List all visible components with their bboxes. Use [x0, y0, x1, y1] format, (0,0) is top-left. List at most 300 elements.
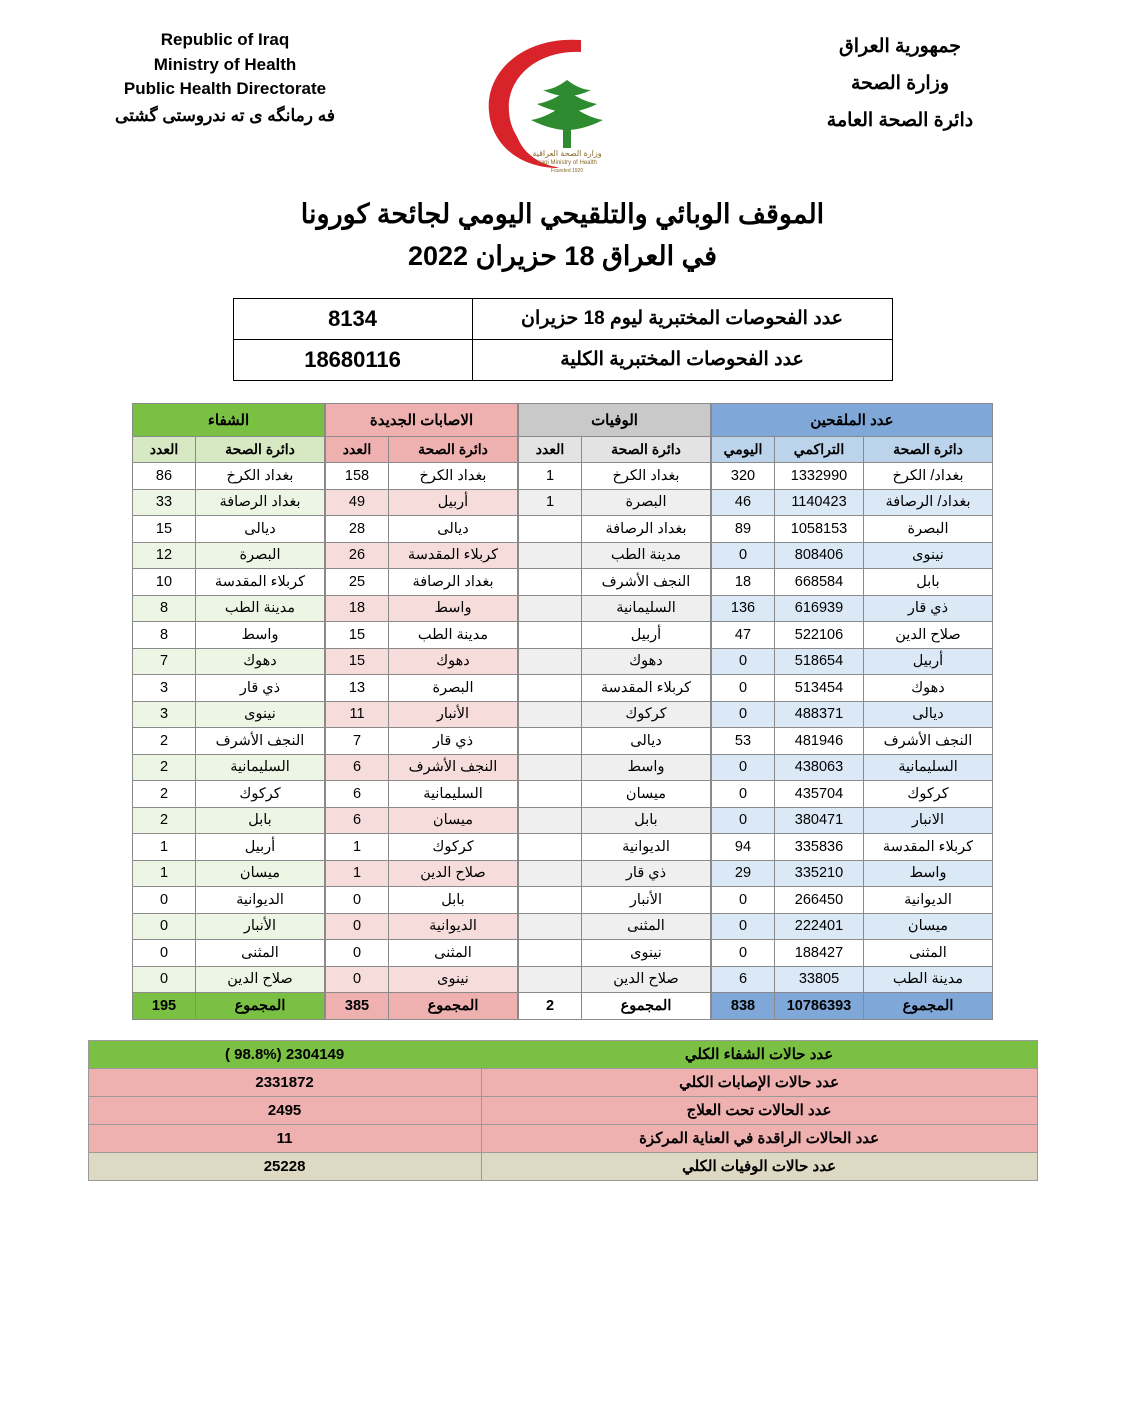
- daily-tests-label: عدد الفحوصات المختبرية ليوم 18 حزيران: [472, 298, 892, 339]
- recovered-row-count: 0: [133, 940, 196, 967]
- recovered-row-count: 0: [133, 887, 196, 914]
- vaccinated-row-cumulative: 1058153: [775, 516, 864, 543]
- table-row: [133, 542, 325, 569]
- summary-label: عدد حالات الإصابات الكلي: [481, 1068, 1037, 1096]
- table-row: [712, 675, 993, 702]
- vaccinated-row-cumulative: 438063: [775, 754, 864, 781]
- table-row: [712, 595, 993, 622]
- recovered-row-name: صلاح الدين: [196, 966, 325, 993]
- new-cases-block: [325, 403, 518, 1020]
- vaccinated-row-name: الانبار: [864, 807, 993, 834]
- vaccinated-row-cumulative: 266450: [775, 887, 864, 914]
- recovered-row-count: 0: [133, 913, 196, 940]
- table-row: [326, 728, 518, 755]
- deaths-row-count: [519, 781, 582, 808]
- recovered-row-name: نينوى: [196, 701, 325, 728]
- vaccinated-row-daily: 0: [712, 807, 775, 834]
- recovered-row-count: 1: [133, 834, 196, 861]
- vaccinated-row-cumulative: 481946: [775, 728, 864, 755]
- new_cases-row-count: 6: [326, 754, 389, 781]
- deaths-row-count: [519, 569, 582, 596]
- header-english-block: [60, 28, 390, 129]
- table-row: [133, 940, 325, 967]
- table-total-row: [133, 993, 325, 1020]
- vaccinated-row-cumulative: 1332990: [775, 463, 864, 490]
- table-row: [519, 860, 711, 887]
- vaccinated-total-daily: 838: [712, 993, 775, 1020]
- new_cases-row-name: النجف الأشرف: [389, 754, 518, 781]
- summary-row: [88, 1124, 1037, 1152]
- vaccinated-row-cumulative: 435704: [775, 781, 864, 808]
- table-row: [712, 754, 993, 781]
- vaccinated-row-cumulative: 33805: [775, 966, 864, 993]
- vaccinated-total-cumulative: 10786393: [775, 993, 864, 1020]
- summary-label: عدد الحالات تحت العلاج: [481, 1096, 1037, 1124]
- recovered-row-name: كربلاء المقدسة: [196, 569, 325, 596]
- new_cases-row-count: 6: [326, 807, 389, 834]
- table-row: [712, 834, 993, 861]
- table-row: [326, 595, 518, 622]
- table-row: [519, 940, 711, 967]
- vaccinated-row-name: دهوك: [864, 675, 993, 702]
- table-row: [326, 913, 518, 940]
- table-row: [326, 860, 518, 887]
- table-row: [712, 940, 993, 967]
- recovered-row-count: 8: [133, 622, 196, 649]
- table-row: [326, 887, 518, 914]
- total-tests-label: عدد الفحوصات المختبرية الكلية: [472, 339, 892, 380]
- vaccinated-row-cumulative: 188427: [775, 940, 864, 967]
- deaths-total-count: 2: [519, 993, 582, 1020]
- table-row: [712, 807, 993, 834]
- new_cases-row-name: نينوى: [389, 966, 518, 993]
- deaths-row-count: [519, 754, 582, 781]
- table-row: [712, 728, 993, 755]
- deaths-row-count: [519, 834, 582, 861]
- new_cases-row-name: كربلاء المقدسة: [389, 542, 518, 569]
- deaths-row-name: النجف الأشرف: [582, 569, 711, 596]
- vaccinated-row-daily: 320: [712, 463, 775, 490]
- table-row: [133, 463, 325, 490]
- lab-tests-table-wrapper: [0, 298, 1125, 381]
- deaths-row-name: نينوى: [582, 940, 711, 967]
- table-row: [326, 542, 518, 569]
- summary-table: [88, 1040, 1038, 1181]
- recovered-header-name: دائرة الصحة: [196, 436, 325, 463]
- header-arabic-line-1: جمهورية العراق: [839, 36, 961, 57]
- header-arabic-line-3: دائرة الصحة العامة: [826, 110, 974, 132]
- new_cases-row-count: 49: [326, 489, 389, 516]
- vaccinated-row-daily: 0: [712, 913, 775, 940]
- new_cases-row-count: 18: [326, 595, 389, 622]
- deaths-row-name: بغداد الرصافة: [582, 516, 711, 543]
- recovered-row-name: كركوك: [196, 781, 325, 808]
- deaths-row-count: [519, 887, 582, 914]
- vaccinated-row-name: ديالى: [864, 701, 993, 728]
- vaccinated-row-cumulative: 1140423: [775, 489, 864, 516]
- recovered-row-name: النجف الأشرف: [196, 728, 325, 755]
- table-row: [326, 966, 518, 993]
- table-row: [326, 940, 518, 967]
- table-row: [519, 701, 711, 728]
- summary-label: عدد حالات الوفيات الكلي: [481, 1152, 1037, 1180]
- recovered-row-name: مدينة الطب: [196, 595, 325, 622]
- table-row: [326, 675, 518, 702]
- document-header: [0, 0, 1125, 174]
- recovered-total-count: 195: [133, 993, 196, 1020]
- summary-row: [88, 1152, 1037, 1180]
- recovered-row-name: ميسان: [196, 860, 325, 887]
- table-row: [712, 648, 993, 675]
- table-row: [133, 648, 325, 675]
- new_cases-total-label: المجموع: [389, 993, 518, 1020]
- vaccinated-row-cumulative: 616939: [775, 595, 864, 622]
- deaths-row-name: ميسان: [582, 781, 711, 808]
- table-row: [133, 860, 325, 887]
- table-row: [519, 569, 711, 596]
- table-row: [712, 966, 993, 993]
- new_cases-row-count: 15: [326, 648, 389, 675]
- table-total-row: [326, 993, 518, 1020]
- recovered-row-count: 33: [133, 489, 196, 516]
- recovered-row-name: الأنبار: [196, 913, 325, 940]
- deaths-row-count: [519, 516, 582, 543]
- table-row: [712, 516, 993, 543]
- new_cases-row-count: 11: [326, 701, 389, 728]
- new_cases-row-name: المثنى: [389, 940, 518, 967]
- new_cases-row-name: ميسان: [389, 807, 518, 834]
- vaccinated-row-daily: 94: [712, 834, 775, 861]
- table-row: [326, 463, 518, 490]
- new_cases-row-count: 15: [326, 622, 389, 649]
- new_cases-row-count: 0: [326, 887, 389, 914]
- table-total-row: [712, 993, 993, 1020]
- vaccinated-row-name: كربلاء المقدسة: [864, 834, 993, 861]
- table-row: [712, 701, 993, 728]
- vaccinated-header-daily: اليومي: [712, 436, 775, 463]
- new_cases-row-name: بغداد الكرخ: [389, 463, 518, 490]
- deaths-row-name: صلاح الدين: [582, 966, 711, 993]
- table-row: [712, 489, 993, 516]
- table-row: [133, 834, 325, 861]
- deaths-header-count: العدد: [519, 436, 582, 463]
- recovered-row-name: بابل: [196, 807, 325, 834]
- summary-row: [88, 1040, 1037, 1068]
- recovered-row-name: ذي قار: [196, 675, 325, 702]
- deaths-row-name: كركوك: [582, 701, 711, 728]
- deaths-row-name: كربلاء المقدسة: [582, 675, 711, 702]
- summary-value: 25228: [88, 1152, 481, 1180]
- deaths-row-count: 1: [519, 489, 582, 516]
- vaccinated-row-name: بابل: [864, 569, 993, 596]
- table-row: [519, 807, 711, 834]
- header-english-line-3: Public Health Directorate: [123, 79, 327, 99]
- vaccinated-row-name: واسط: [864, 860, 993, 887]
- vaccinated-header-name: دائرة الصحة: [864, 436, 993, 463]
- recovered-row-name: دهوك: [196, 648, 325, 675]
- vaccinated-row-cumulative: 380471: [775, 807, 864, 834]
- header-kurdish-line: فه رمانگه ى ته ندروستى گشتى: [115, 105, 335, 125]
- recovered-row-count: 2: [133, 728, 196, 755]
- deaths-row-count: [519, 860, 582, 887]
- vaccinated-row-cumulative: 522106: [775, 622, 864, 649]
- table-row: [133, 754, 325, 781]
- new_cases-row-count: 0: [326, 966, 389, 993]
- recovered-row-count: 15: [133, 516, 196, 543]
- main-statistics-tables: [0, 403, 1125, 1020]
- deaths-row-name: بابل: [582, 807, 711, 834]
- deaths-row-name: مدينة الطب: [582, 542, 711, 569]
- deaths-row-count: [519, 728, 582, 755]
- vaccinated-row-name: صلاح الدين: [864, 622, 993, 649]
- table-row: [133, 966, 325, 993]
- table-row: [133, 913, 325, 940]
- table-row: [133, 728, 325, 755]
- table-row: [133, 701, 325, 728]
- recovered-row-count: 2: [133, 754, 196, 781]
- recovered-row-count: 8: [133, 595, 196, 622]
- table-row: [712, 860, 993, 887]
- vaccinated-row-daily: 89: [712, 516, 775, 543]
- table-row: [712, 463, 993, 490]
- table-row: [133, 781, 325, 808]
- recovered-group-title: الشفاء: [133, 403, 325, 436]
- table-row: [133, 595, 325, 622]
- summary-row: [88, 1068, 1037, 1096]
- table-row: [519, 675, 711, 702]
- new_cases-row-count: 1: [326, 860, 389, 887]
- new_cases-total-count: 385: [326, 993, 389, 1020]
- summary-value: 2331872: [88, 1068, 481, 1096]
- vaccinated-row-name: بغداد/ الكرخ: [864, 463, 993, 490]
- table-row: [133, 569, 325, 596]
- table-row: [133, 675, 325, 702]
- header-arabic-line-2: وزارة الصحة: [850, 73, 950, 95]
- vaccinated-row-daily: 0: [712, 754, 775, 781]
- recovered-row-count: 2: [133, 807, 196, 834]
- table-row: [519, 516, 711, 543]
- recovered-row-count: 3: [133, 701, 196, 728]
- title-line-2: في العراق 18 حزيران 2022: [408, 240, 717, 271]
- deaths-row-name: ديالى: [582, 728, 711, 755]
- vaccinated-row-daily: 0: [712, 887, 775, 914]
- svg-text:Founded 1920: Founded 1920: [550, 168, 583, 174]
- recovered-total-label: المجموع: [196, 993, 325, 1020]
- new-cases-group-title: الاصابات الجديدة: [326, 403, 518, 436]
- summary-value: 2304149 (98.8% ): [88, 1040, 481, 1068]
- total-tests-value: 18680116: [233, 339, 472, 380]
- table-row: [712, 913, 993, 940]
- table-row: [519, 913, 711, 940]
- vaccinated-row-name: البصرة: [864, 516, 993, 543]
- deaths-row-name: الأنبار: [582, 887, 711, 914]
- vaccinated-row-cumulative: 518654: [775, 648, 864, 675]
- deaths-row-count: [519, 675, 582, 702]
- table-row: [133, 887, 325, 914]
- recovered-row-count: 7: [133, 648, 196, 675]
- table-row: [326, 754, 518, 781]
- new_cases-row-count: 7: [326, 728, 389, 755]
- vaccinated-row-daily: 29: [712, 860, 775, 887]
- recovered-header-count: العدد: [133, 436, 196, 463]
- table-row: [326, 648, 518, 675]
- deaths-row-count: [519, 622, 582, 649]
- vaccinated-row-daily: 6: [712, 966, 775, 993]
- deaths-row-name: ذي قار: [582, 860, 711, 887]
- vaccinated-total-name: المجموع: [864, 993, 993, 1020]
- new_cases-row-name: الأنبار: [389, 701, 518, 728]
- table-row: [326, 781, 518, 808]
- vaccinated-block: [711, 403, 993, 1020]
- deaths-row-count: [519, 701, 582, 728]
- recovered-row-name: أربيل: [196, 834, 325, 861]
- recovered-row-count: 0: [133, 966, 196, 993]
- new_cases-row-count: 6: [326, 781, 389, 808]
- svg-text:وزارة الصحة العراقية: وزارة الصحة العراقية: [531, 149, 602, 158]
- vaccinated-row-cumulative: 488371: [775, 701, 864, 728]
- deaths-table: [518, 403, 711, 1020]
- vaccinated-row-name: كركوك: [864, 781, 993, 808]
- recovered-row-name: المثنى: [196, 940, 325, 967]
- recovered-block: [132, 403, 325, 1020]
- new_cases-row-name: بغداد الرصافة: [389, 569, 518, 596]
- new_cases-row-count: 28: [326, 516, 389, 543]
- lab-tests-table: [233, 298, 893, 381]
- new_cases-row-name: بابل: [389, 887, 518, 914]
- table-row: [326, 516, 518, 543]
- recovered-row-name: ديالى: [196, 516, 325, 543]
- recovered-row-count: 1: [133, 860, 196, 887]
- table-row: [326, 701, 518, 728]
- new_cases-row-count: 158: [326, 463, 389, 490]
- table-row: [712, 569, 993, 596]
- vaccinated-table: [711, 403, 993, 1020]
- page-footer-space: [0, 1181, 1125, 1311]
- table-row: [133, 516, 325, 543]
- deaths-row-count: [519, 940, 582, 967]
- vaccinated-row-daily: 0: [712, 701, 775, 728]
- table-row: [519, 754, 711, 781]
- new_cases-row-name: كركوك: [389, 834, 518, 861]
- table-row: [519, 728, 711, 755]
- recovered-row-count: 12: [133, 542, 196, 569]
- recovered-row-name: بغداد الرصافة: [196, 489, 325, 516]
- vaccinated-row-name: السليمانية: [864, 754, 993, 781]
- new_cases-row-count: 25: [326, 569, 389, 596]
- new-cases-header-count: العدد: [326, 436, 389, 463]
- deaths-header-name: دائرة الصحة: [582, 436, 711, 463]
- new_cases-row-name: دهوك: [389, 648, 518, 675]
- deaths-row-count: [519, 913, 582, 940]
- svg-text:Iraqi Ministry of Health: Iraqi Ministry of Health: [536, 160, 597, 166]
- summary-label: عدد حالات الشفاء الكلي: [481, 1040, 1037, 1068]
- vaccinated-row-name: أربيل: [864, 648, 993, 675]
- table-row: [519, 887, 711, 914]
- vaccinated-row-cumulative: 335210: [775, 860, 864, 887]
- logo-graphic: [463, 28, 663, 178]
- vaccinated-header-cumulative: التراكمي: [775, 436, 864, 463]
- deaths-row-name: البصرة: [582, 489, 711, 516]
- recovered-row-name: بغداد الكرخ: [196, 463, 325, 490]
- vaccinated-row-cumulative: 668584: [775, 569, 864, 596]
- vaccinated-row-daily: 0: [712, 781, 775, 808]
- recovered-row-name: البصرة: [196, 542, 325, 569]
- deaths-row-count: [519, 595, 582, 622]
- vaccinated-row-name: ميسان: [864, 913, 993, 940]
- deaths-row-count: 1: [519, 463, 582, 490]
- daily-tests-value: 8134: [233, 298, 472, 339]
- table-row: [133, 622, 325, 649]
- vaccinated-row-cumulative: 808406: [775, 542, 864, 569]
- new-cases-header-name: دائرة الصحة: [389, 436, 518, 463]
- deaths-row-count: [519, 542, 582, 569]
- vaccinated-row-name: النجف الأشرف: [864, 728, 993, 755]
- table-row: [712, 542, 993, 569]
- table-row: [519, 595, 711, 622]
- table-row: [519, 542, 711, 569]
- deaths-row-count: [519, 807, 582, 834]
- vaccinated-group-title: عدد الملقحين: [712, 403, 993, 436]
- recovered-row-name: واسط: [196, 622, 325, 649]
- table-row: [326, 834, 518, 861]
- new_cases-row-name: واسط: [389, 595, 518, 622]
- new_cases-row-name: مدينة الطب: [389, 622, 518, 649]
- deaths-row-name: المثنى: [582, 913, 711, 940]
- vaccinated-row-name: المثنى: [864, 940, 993, 967]
- vaccinated-row-name: بغداد/ الرصافة: [864, 489, 993, 516]
- table-total-row: [519, 993, 711, 1020]
- header-english-line-1: Republic of Iraq: [160, 30, 290, 49]
- recovered-row-name: الديوانية: [196, 887, 325, 914]
- new_cases-row-name: أربيل: [389, 489, 518, 516]
- recovered-row-count: 10: [133, 569, 196, 596]
- table-row: [519, 966, 711, 993]
- deaths-row-name: الديوانية: [582, 834, 711, 861]
- recovered-row-count: 2: [133, 781, 196, 808]
- deaths-row-count: [519, 648, 582, 675]
- vaccinated-row-cumulative: 513454: [775, 675, 864, 702]
- header-arabic-block: [735, 28, 1065, 139]
- vaccinated-row-name: نينوى: [864, 542, 993, 569]
- new_cases-row-name: الديوانية: [389, 913, 518, 940]
- table-row: [519, 463, 711, 490]
- vaccinated-row-daily: 0: [712, 675, 775, 702]
- vaccinated-row-name: الديوانية: [864, 887, 993, 914]
- new_cases-row-count: 26: [326, 542, 389, 569]
- new_cases-row-name: ديالى: [389, 516, 518, 543]
- vaccinated-row-name: مدينة الطب: [864, 966, 993, 993]
- deaths-total-label: المجموع: [582, 993, 711, 1020]
- deaths-row-name: دهوك: [582, 648, 711, 675]
- table-row: [519, 648, 711, 675]
- summary-value: 11: [88, 1124, 481, 1152]
- recovered-row-count: 86: [133, 463, 196, 490]
- table-row: [326, 807, 518, 834]
- deaths-block: [518, 403, 711, 1020]
- new_cases-row-name: البصرة: [389, 675, 518, 702]
- new-cases-table: [325, 403, 518, 1020]
- table-row: [519, 489, 711, 516]
- summary-table-wrapper: [0, 1040, 1125, 1181]
- vaccinated-row-daily: 0: [712, 542, 775, 569]
- deaths-row-count: [519, 966, 582, 993]
- vaccinated-row-daily: 136: [712, 595, 775, 622]
- new_cases-row-count: 0: [326, 940, 389, 967]
- table-row: [519, 622, 711, 649]
- table-row: [712, 781, 993, 808]
- new_cases-row-name: ذي قار: [389, 728, 518, 755]
- vaccinated-row-daily: 0: [712, 648, 775, 675]
